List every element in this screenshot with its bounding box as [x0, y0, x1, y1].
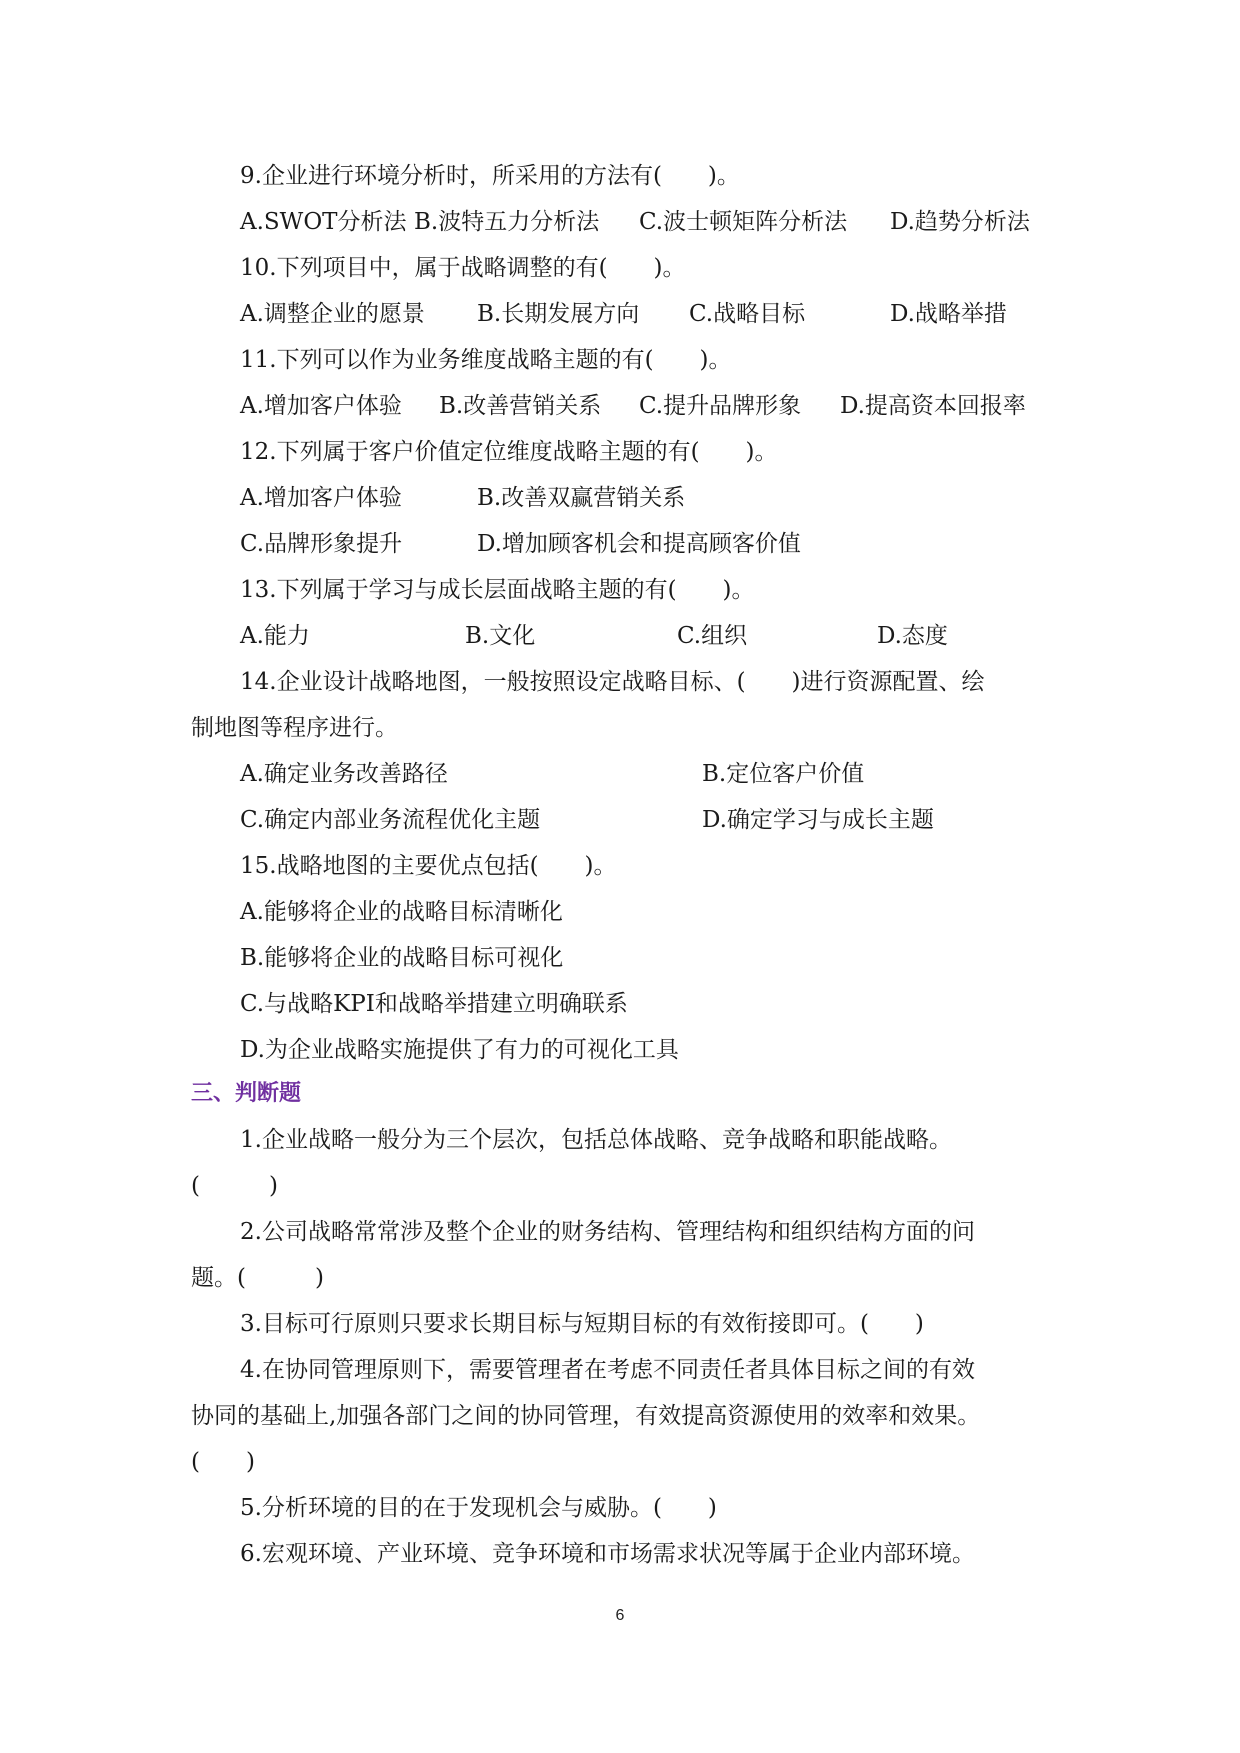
q9-option-c: C.波士顿矩阵分析法 [639, 209, 848, 235]
q14-option-c: C.确定内部业务流程优化主题 [240, 807, 541, 833]
q11-option-a: A.增加客户体验 [240, 393, 402, 419]
judgment-2-line2: 题。( ) [191, 1265, 324, 1291]
judgment-6: 6.宏观环境、产业环境、竞争环境和市场需求状况等属于企业内部环境。 [240, 1541, 975, 1567]
judgment-4-line1: 4.在协同管理原则下，需要管理者在考虑不同责任者具体目标之间的有效 [240, 1357, 975, 1383]
q15-option-c: C.与战略KPI和战略举措建立明确联系 [240, 991, 628, 1017]
question-14-stem-line1: 14.企业设计战略地图，一般按照设定战略目标、( )进行资源配置、绘 [240, 669, 985, 695]
question-12-stem: 12.下列属于客户价值定位维度战略主题的有( )。 [240, 439, 778, 465]
judgment-4-line2: 协同的基础上,加强各部门之间的协同管理，有效提高资源使用的效率和效果。 [191, 1403, 981, 1429]
question-15-stem: 15.战略地图的主要优点包括( )。 [240, 853, 617, 879]
judgment-3: 3.目标可行原则只要求长期目标与短期目标的有效衔接即可。( ) [240, 1311, 924, 1337]
q12-option-c: C.品牌形象提升 [240, 531, 403, 557]
q13-option-a: A.能力 [240, 623, 310, 649]
question-10-stem: 10.下列项目中，属于战略调整的有( )。 [240, 255, 686, 281]
q9-option-b: B.波特五力分析法 [414, 209, 600, 235]
judgment-1-line1: 1.企业战略一般分为三个层次，包括总体战略、竞争战略和职能战略。 [240, 1127, 952, 1153]
q12-option-d: D.增加顾客机会和提高顾客价值 [477, 531, 801, 557]
q14-option-d: D.确定学习与成长主题 [702, 807, 934, 833]
q11-option-c: C.提升品牌形象 [639, 393, 802, 419]
judgment-2-line1: 2.公司战略常常涉及整个企业的财务结构、管理结构和组织结构方面的问 [240, 1219, 975, 1245]
q11-option-b: B.改善营销关系 [439, 393, 602, 419]
q10-option-d: D.战略举措 [890, 301, 1007, 327]
q15-option-b: B.能够将企业的战略目标可视化 [240, 945, 564, 971]
question-9-stem: 9.企业进行环境分析时，所采用的方法有( )。 [240, 163, 740, 189]
q10-option-b: B.长期发展方向 [477, 301, 640, 327]
q15-option-d: D.为企业战略实施提供了有力的可视化工具 [240, 1037, 679, 1063]
page-number: 6 [615, 1607, 625, 1624]
judgment-4-line3: ( ) [191, 1449, 255, 1475]
q10-option-c: C.战略目标 [689, 301, 806, 327]
q14-option-a: A.确定业务改善路径 [240, 761, 448, 787]
q13-option-c: C.组织 [677, 623, 748, 649]
judgment-1-line2: ( ) [191, 1173, 278, 1199]
q13-option-d: D.态度 [877, 623, 948, 649]
q12-option-b: B.改善双赢营销关系 [477, 485, 686, 511]
q9-option-a: A.SWOT分析法 [240, 209, 407, 235]
q9-option-d: D.趋势分析法 [890, 209, 1030, 235]
q13-option-b: B.文化 [465, 623, 536, 649]
q14-option-b: B.定位客户价值 [702, 761, 865, 787]
q10-option-a: A.调整企业的愿景 [240, 301, 425, 327]
q15-option-a: A.能够将企业的战略目标清晰化 [240, 899, 563, 925]
section-heading-judgment: 三、判断题 [191, 1081, 302, 1106]
q11-option-d: D.提高资本回报率 [840, 393, 1026, 419]
question-14-stem-line2: 制地图等程序进行。 [191, 715, 398, 741]
question-11-stem: 11.下列可以作为业务维度战略主题的有( )。 [240, 347, 732, 373]
q12-option-a: A.增加客户体验 [240, 485, 402, 511]
question-13-stem: 13.下列属于学习与成长层面战略主题的有( )。 [240, 577, 755, 603]
judgment-5: 5.分析环境的目的在于发现机会与威胁。( ) [240, 1495, 717, 1521]
